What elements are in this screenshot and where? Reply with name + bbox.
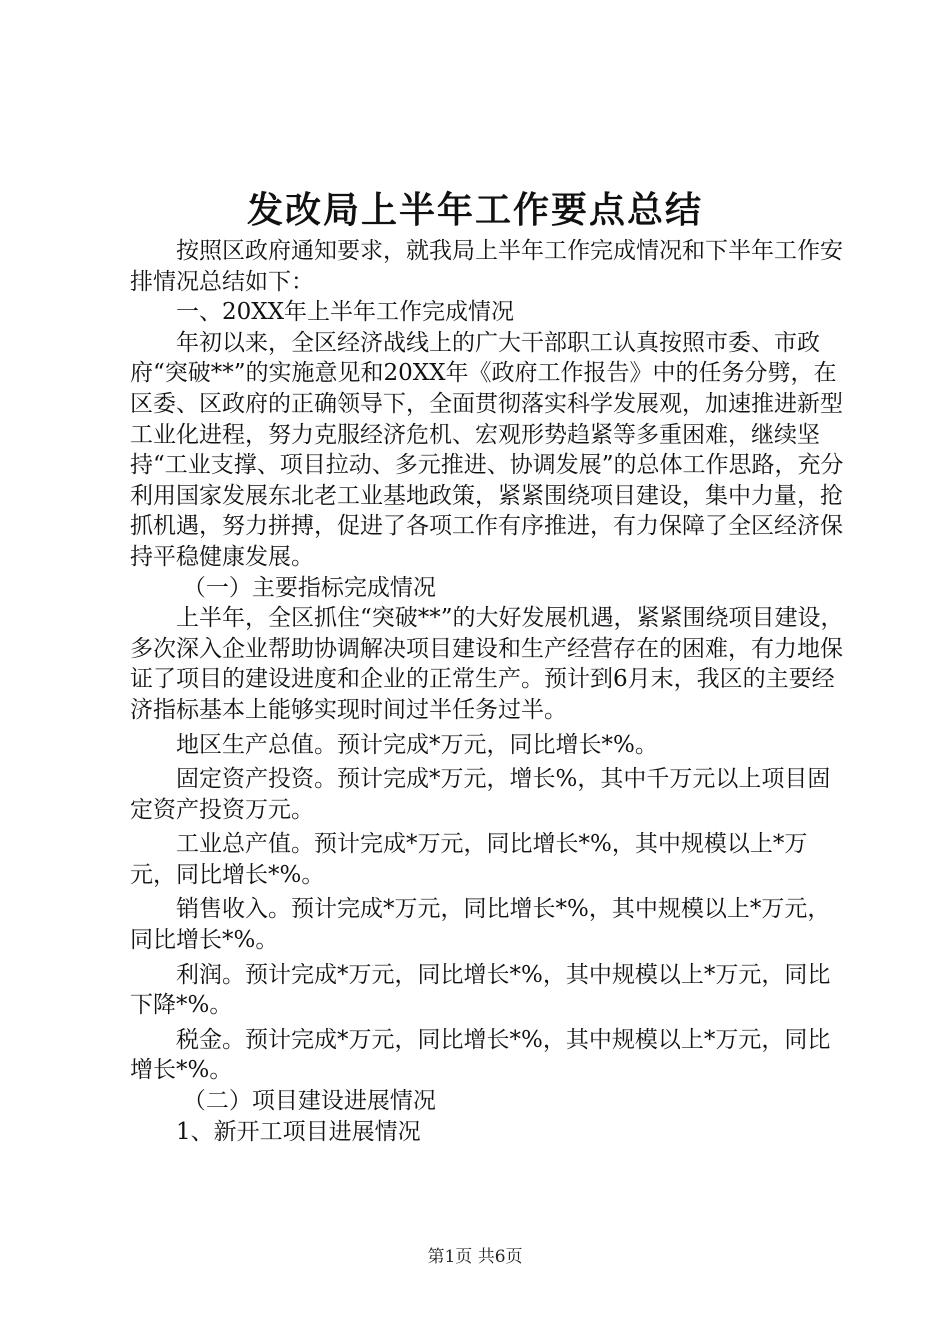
paragraph-overview: 年初以来，全区经济战线上的广大干部职工认真按照市委、市政府“突破**”的实施意见和20XX年《政府工作报告》中的任务分劈，在区委、区政府的正确领导下，全面贯彻落实科学发展观，加速推进新型工业化进程，努力克服经济危机、宏观形势趋紧等多重困难，继续坚持“工业支撑、项目拉动、多元推进、协调发展”的总体工作思路，充分利用国家发展东北老工业基地政策，紧紧围绕项目建设，集中力量，抢抓机遇，努力拼搏，促进了各项工作有序推进，有力保障了全区经济保持平稳健康发展。	[130, 329, 844, 570]
paragraph-indicators: 上半年，全区抓住“突破**”的大好发展机遇，紧紧围绕项目建设，多次深入企业帮助协调解决项目建设和生产经营存在的困难，有力地保证了项目的建设进度和企业的正常生产。预计到6月末，我区的主要经济指标基本上能够实现时间过半任务过半。	[130, 605, 844, 723]
heading-subsection-1: （一）主要指标完成情况	[182, 574, 436, 601]
heading-subsection-2: （二）项目建设进展情况	[182, 1088, 436, 1115]
indicator-sales-revenue: 销售收入。预计完成*万元，同比增长*%，其中规模以上*万元，同比增长*%。	[130, 896, 831, 954]
page-footer-indicator: 第1页 共6页	[427, 1247, 523, 1267]
document-body	[130, 236, 850, 1147]
paragraph-intro: 按照区政府通知要求，就我局上半年工作完成情况和下半年工作安排情况总结如下：	[130, 238, 843, 295]
document-title: 发改局上半年工作要点总结	[246, 189, 703, 231]
indicator-fixed-asset-investment: 固定资产投资。预计完成*万元，增长%，其中千万元以上项目固定资产投资万元。	[130, 766, 831, 823]
indicator-profit: 利润。预计完成*万元，同比增长*%，其中规模以上*万元，同比下降*%。	[130, 961, 831, 1019]
heading-item-1: 1、新开工项目进展情况	[176, 1118, 421, 1145]
indicator-industrial-output: 工业总产值。预计完成*万元，同比增长*%，其中规模以上*万元，同比增长*%。	[130, 831, 808, 888]
heading-section-1: 一、20XX年上半年工作完成情况	[176, 299, 515, 326]
indicator-tax: 税金。预计完成*万元，同比增长*%，其中规模以上*万元，同比增长*%。	[130, 1026, 831, 1084]
indicator-gdp: 地区生产总值。预计完成*万元，同比增长*%。	[176, 731, 658, 758]
